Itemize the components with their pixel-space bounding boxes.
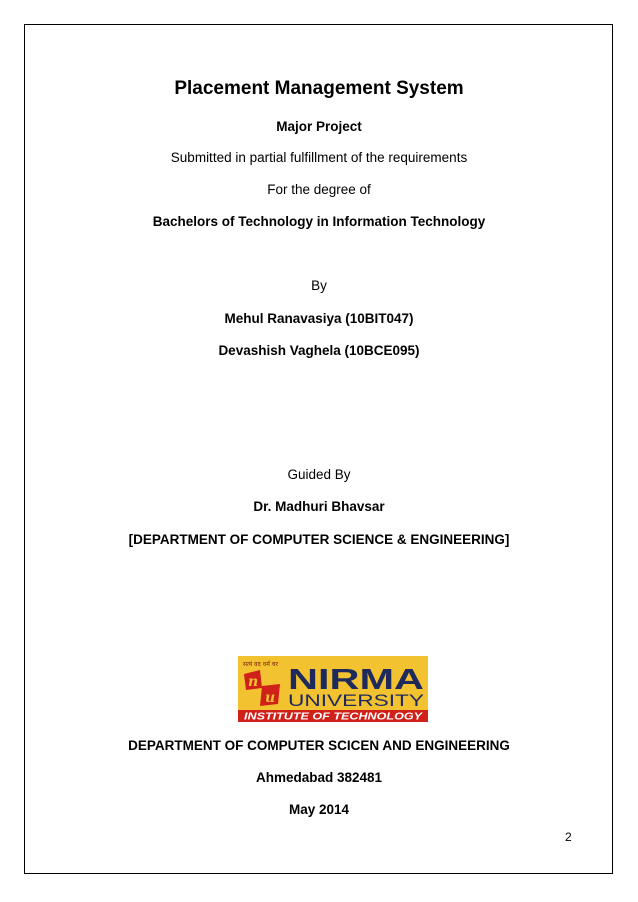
city-postcode: Ahmedabad 382481 [255, 770, 383, 785]
submission-date: May 2014 [288, 802, 350, 817]
author-2: Devashish Vaghela (10BCE095) [218, 343, 420, 358]
guided-by-label: Guided By [287, 467, 351, 482]
project-type: Major Project [276, 119, 362, 134]
svg-text:INSTITUTE OF TECHNOLOGY: INSTITUTE OF TECHNOLOGY [244, 711, 424, 722]
svg-text:सत्यं वद धर्मं चर: सत्यं वद धर्मं चर [243, 661, 279, 668]
degree-name: Bachelors of Technology in Information Technology [152, 214, 486, 229]
svg-text:UNIVERSITY: UNIVERSITY [288, 691, 424, 710]
department-name: DEPARTMENT OF COMPUTER SCICEN AND ENGINEERING [128, 738, 510, 753]
document-title: Placement Management System [174, 78, 464, 99]
nirma-university-logo [238, 656, 428, 722]
svg-text:u: u [265, 690, 276, 706]
by-label: By [311, 278, 327, 293]
degree-intro: For the degree of [267, 182, 371, 197]
guide-department: [DEPARTMENT OF COMPUTER SCIENCE & ENGINEERING] [128, 532, 510, 547]
svg-text:n: n [248, 674, 259, 690]
author-1: Mehul Ranavasiya (10BIT047) [224, 311, 414, 326]
page-number: 2 [565, 830, 572, 844]
svg-text:NIRMA: NIRMA [288, 664, 425, 696]
submission-line: Submitted in partial fulfillment of the requirements [170, 150, 468, 165]
guide-name: Dr. Madhuri Bhavsar [253, 499, 385, 514]
